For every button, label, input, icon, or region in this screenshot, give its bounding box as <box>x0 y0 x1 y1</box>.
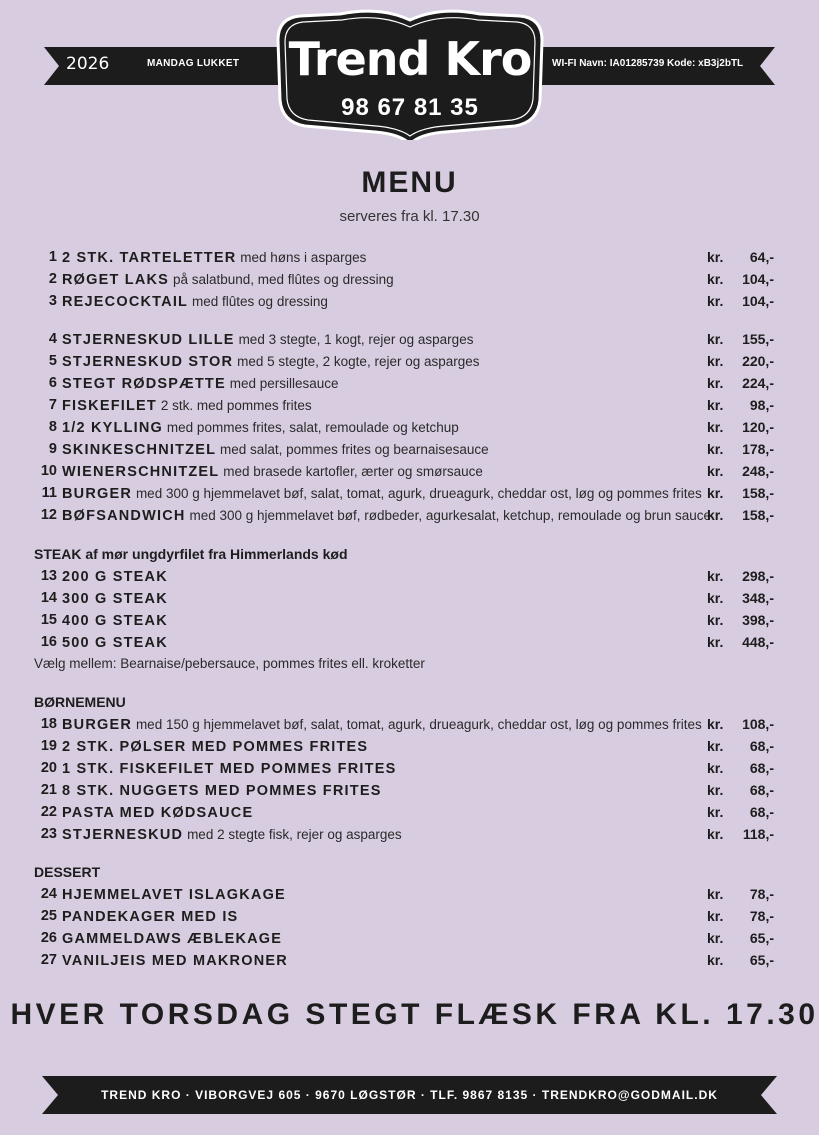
item-description: med 5 stegte, 2 kogte, rejer og asparges <box>237 354 480 369</box>
steak-note: Vælg mellem: Bearnaise/pebersauce, pommes frites ell. kroketter <box>34 656 425 671</box>
item-number: 19 <box>40 738 57 754</box>
menu-item-row <box>34 590 774 612</box>
currency-label: kr. <box>707 331 724 347</box>
currency-label: kr. <box>707 930 724 946</box>
closed-day-note: MANDAG LUKKET <box>147 58 240 69</box>
item-number: 27 <box>40 952 57 968</box>
item-name: BURGER <box>62 717 133 733</box>
item-number: 8 <box>48 419 57 435</box>
item-number: 9 <box>48 441 57 457</box>
item-name: 1 STK. FISKEFILET MED POMMES FRITES <box>62 761 397 777</box>
header-banner <box>0 0 819 140</box>
item-name: STJERNESKUD <box>62 827 184 843</box>
menu-item-row <box>34 441 774 463</box>
currency-label: kr. <box>707 612 724 628</box>
item-number: 13 <box>40 568 57 584</box>
item-price: 68,- <box>749 738 774 754</box>
item-price: 68,- <box>749 782 774 798</box>
menu-item-row <box>34 419 774 441</box>
menu-item-row <box>34 886 774 908</box>
currency-label: kr. <box>707 419 724 435</box>
item-name: SKINKESCHNITZEL <box>62 442 217 458</box>
item-number: 7 <box>48 397 57 413</box>
currency-label: kr. <box>707 760 724 776</box>
item-price: 118,- <box>742 826 774 842</box>
item-name: WIENERSCHNITZEL <box>62 464 220 480</box>
item-name: GAMMELDAWS ÆBLEKAGE <box>62 931 283 947</box>
currency-label: kr. <box>707 886 724 902</box>
menu-item-row <box>34 952 774 974</box>
item-text <box>62 507 711 524</box>
item-number: 16 <box>40 634 57 650</box>
logo-name: Trend Kro <box>288 32 532 86</box>
menu-item-row <box>34 331 774 353</box>
item-name: BØFSANDWICH <box>62 508 186 524</box>
item-description: med salat, pommes frites og bearnaisesauce <box>220 442 489 457</box>
item-name: RØGET LAKS <box>62 272 170 288</box>
menu-item-row <box>34 353 774 375</box>
menu-item-row <box>34 804 774 826</box>
logo-phone: 98 67 81 35 <box>341 94 479 121</box>
item-text <box>62 419 459 436</box>
item-text <box>62 738 368 755</box>
item-name: PANDEKAGER MED IS <box>62 909 239 925</box>
item-text <box>62 804 253 821</box>
item-price: 155,- <box>742 331 774 347</box>
item-text <box>62 271 394 288</box>
item-number: 24 <box>40 886 57 902</box>
item-number: 14 <box>40 590 57 606</box>
item-text <box>62 782 382 799</box>
item-number: 11 <box>41 485 57 501</box>
currency-label: kr. <box>707 271 724 287</box>
currency-label: kr. <box>707 353 724 369</box>
menu-item-row <box>34 249 774 271</box>
currency-label: kr. <box>707 507 724 523</box>
item-number: 4 <box>48 331 57 347</box>
item-price: 158,- <box>742 485 774 501</box>
item-name: 2 STK. TARTELETTER <box>62 250 237 266</box>
item-name: HJEMMELAVET ISLAGKAGE <box>62 887 286 903</box>
currency-label: kr. <box>707 485 724 501</box>
item-number: 2 <box>48 271 57 287</box>
item-name: 400 G STEAK <box>62 613 168 629</box>
menu-item-row <box>34 612 774 634</box>
currency-label: kr. <box>707 249 724 265</box>
currency-label: kr. <box>707 634 724 650</box>
promo-banner: HVER TORSDAG STEGT FLÆSK FRA KL. 17.30 <box>10 998 819 1031</box>
currency-label: kr. <box>707 782 724 798</box>
item-price: 104,- <box>742 293 774 309</box>
item-number: 25 <box>40 908 57 924</box>
item-name: REJECOCKTAIL <box>62 294 189 310</box>
item-description: med flûtes og dressing <box>192 294 328 309</box>
steak-heading: STEAK af mør ungdyrfilet fra Himmerlands kød <box>34 546 348 562</box>
currency-label: kr. <box>707 716 724 732</box>
item-price: 298,- <box>742 568 774 584</box>
menu-item-row <box>34 782 774 804</box>
currency-label: kr. <box>707 293 724 309</box>
menu-item-row <box>34 375 774 397</box>
item-text <box>62 568 168 585</box>
item-name: STJERNESKUD STOR <box>62 354 234 370</box>
item-number: 23 <box>40 826 57 842</box>
item-name: VANILJEIS MED MAKRONER <box>62 953 288 969</box>
item-description: på salatbund, med flûtes og dressing <box>172 272 394 287</box>
item-description: med pommes frites, salat, remoulade og ketchup <box>166 420 459 435</box>
item-name: FISKEFILET <box>62 398 157 414</box>
wifi-info: WI-FI Navn: IA01285739 Kode: xB3j2bTL <box>552 58 744 69</box>
item-description: med 150 g hjemmelavet bøf, salat, tomat, agurk, drueagurk, cheddar ost, løg og pommes frites <box>135 717 702 732</box>
item-text <box>62 590 168 607</box>
menu-item-row <box>34 485 774 507</box>
kids-menu-heading: BØRNEMENU <box>34 694 126 710</box>
item-number: 15 <box>40 612 57 628</box>
menu-item-row <box>34 908 774 930</box>
menu-item-row <box>34 397 774 419</box>
item-price: 78,- <box>749 886 774 902</box>
currency-label: kr. <box>707 826 724 842</box>
menu-item-row <box>34 826 774 848</box>
item-name: PASTA MED KØDSAUCE <box>62 805 254 821</box>
item-description: med persillesauce <box>229 376 339 391</box>
item-number: 26 <box>40 930 57 946</box>
item-name: 2 STK. PØLSER MED POMMES FRITES <box>62 739 369 755</box>
menu-item-row <box>34 760 774 782</box>
item-number: 22 <box>40 804 57 820</box>
item-description: med brasede kartofler, ærter og smørsauce <box>223 464 483 479</box>
currency-label: kr. <box>707 804 724 820</box>
currency-label: kr. <box>707 375 724 391</box>
menu-item-row <box>34 716 774 738</box>
item-number: 20 <box>40 760 57 776</box>
menu-item-row <box>34 293 774 315</box>
item-text <box>62 760 396 777</box>
currency-label: kr. <box>707 441 724 457</box>
currency-label: kr. <box>707 738 724 754</box>
item-description: 2 stk. med pommes frites <box>160 398 312 413</box>
footer-banner <box>0 1075 819 1115</box>
menu-item-row <box>34 930 774 952</box>
item-text <box>62 886 286 903</box>
item-description: med 3 stegte, 1 kogt, rejer og asparges <box>238 332 474 347</box>
item-description: med 2 stegte fisk, rejer og asparges <box>187 827 402 842</box>
item-name: STJERNESKUD LILLE <box>62 332 235 348</box>
item-text <box>62 634 168 651</box>
item-description: med 300 g hjemmelavet bøf, rødbeder, agurkesalat, ketchup, remoulade og brun sauce <box>189 508 712 523</box>
item-text <box>62 353 480 370</box>
menu-subtitle: serveres fra kl. 17.30 <box>339 208 480 225</box>
item-number: 3 <box>48 293 57 309</box>
menu-item-row <box>34 738 774 760</box>
item-text <box>62 293 328 310</box>
item-price: 68,- <box>749 760 774 776</box>
item-text <box>62 375 339 392</box>
item-name: 500 G STEAK <box>62 635 168 651</box>
menu-item-row <box>34 634 774 656</box>
currency-label: kr. <box>707 908 724 924</box>
item-description: med 300 g hjemmelavet bøf, salat, tomat, agurk, drueagurk, cheddar ost, løg og pommes frites <box>135 486 702 501</box>
item-price: 178,- <box>742 441 774 457</box>
item-number: 18 <box>40 716 57 732</box>
item-text <box>62 249 366 266</box>
item-number: 6 <box>48 375 57 391</box>
item-text <box>62 930 282 947</box>
currency-label: kr. <box>707 952 724 968</box>
item-text <box>62 463 483 480</box>
dessert-heading: DESSERT <box>34 864 101 880</box>
item-name: 300 G STEAK <box>62 591 168 607</box>
item-number: 21 <box>40 782 57 798</box>
item-price: 65,- <box>749 952 774 968</box>
currency-label: kr. <box>707 590 724 606</box>
currency-label: kr. <box>707 568 724 584</box>
menu-item-row <box>34 463 774 485</box>
item-price: 448,- <box>742 634 774 650</box>
item-price: 64,- <box>749 249 774 265</box>
item-text <box>62 826 402 843</box>
item-name: 200 G STEAK <box>62 569 168 585</box>
item-name: BURGER <box>62 486 133 502</box>
year-label: 2026 <box>66 54 110 74</box>
item-price: 65,- <box>749 930 774 946</box>
item-price: 120,- <box>742 419 774 435</box>
menu-item-row <box>34 271 774 293</box>
item-price: 68,- <box>749 804 774 820</box>
item-price: 398,- <box>742 612 774 628</box>
item-number: 1 <box>48 249 57 265</box>
item-price: 248,- <box>742 463 774 479</box>
item-price: 98,- <box>749 397 774 413</box>
item-text <box>62 331 473 348</box>
item-price: 104,- <box>742 271 774 287</box>
item-text <box>62 441 489 458</box>
item-name: STEGT RØDSPÆTTE <box>62 376 226 392</box>
item-text <box>62 716 702 733</box>
item-price: 78,- <box>749 908 774 924</box>
footer-contact: TREND KRO · VIBORGVEJ 605 · 9670 LØGSTØR · TLF. 9867 8135 · TRENDKRO@GODMAIL.DK <box>101 1088 718 1102</box>
item-name: 8 STK. NUGGETS MED POMMES FRITES <box>62 783 382 799</box>
item-price: 158,- <box>742 507 774 523</box>
menu-item-row <box>34 507 774 529</box>
item-price: 108,- <box>742 716 774 732</box>
item-number: 5 <box>48 353 57 369</box>
item-price: 348,- <box>742 590 774 606</box>
item-number: 10 <box>40 463 57 479</box>
menu-item-row <box>34 568 774 590</box>
item-name: 1/2 KYLLING <box>62 420 164 436</box>
item-text <box>62 397 312 414</box>
item-text <box>62 908 238 925</box>
item-text <box>62 485 702 502</box>
item-number: 12 <box>40 507 57 523</box>
currency-label: kr. <box>707 397 724 413</box>
currency-label: kr. <box>707 463 724 479</box>
item-description: med høns i asparges <box>240 250 367 265</box>
item-text <box>62 952 288 969</box>
item-text <box>62 612 168 629</box>
item-price: 224,- <box>742 375 774 391</box>
item-price: 220,- <box>742 353 774 369</box>
menu-title: MENU <box>361 166 458 199</box>
